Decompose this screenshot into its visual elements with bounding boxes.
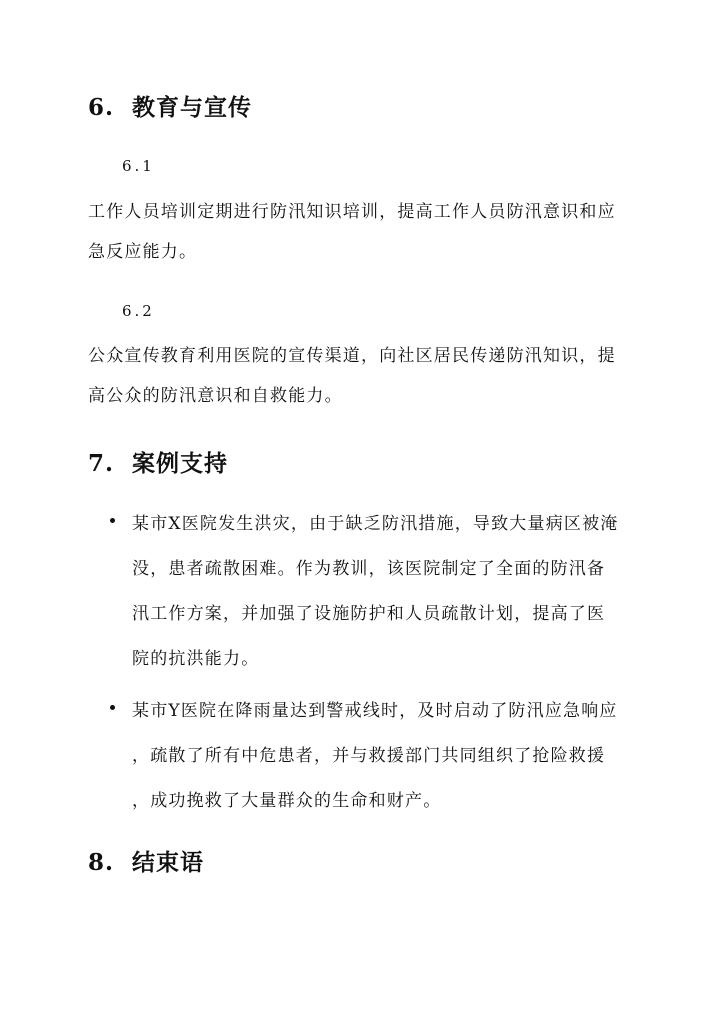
subsection-6-2-paragraph <box>88 336 648 416</box>
bullet-line: ，疏散了所有中危患者，并与救援部门共同组织了抢险救援 <box>132 746 606 766</box>
bullet-line: 院的抗洪能力。 <box>132 649 260 669</box>
bullet-line: ，成功挽救了大量群众的生命和财产。 <box>132 791 442 811</box>
paragraph-line: 公众宣传教育利用医院的宣传渠道，向社区居民传递防汛知识，提 <box>88 346 616 366</box>
subsection-6-1-paragraph <box>88 192 648 272</box>
bullet-text <box>132 689 652 824</box>
bullet-icon <box>110 705 115 710</box>
section-7-heading <box>88 445 228 478</box>
section-8-heading <box>88 844 204 877</box>
section-number: 6. <box>88 94 115 121</box>
bullet-icon <box>110 518 115 523</box>
paragraph-line: 工作人员培训定期进行防汛知识培训，提高工作人员防汛意识和应 <box>88 202 616 222</box>
section-title: 结束语 <box>132 849 205 876</box>
subsection-6-2-label: 6.2 <box>122 302 155 320</box>
bullet-line: 汛工作方案，并加强了设施防护和人员疏散计划，提高了医 <box>132 604 606 624</box>
paragraph-line: 急反应能力。 <box>88 242 198 262</box>
section-title: 案例支持 <box>132 450 229 477</box>
bullet-line: 某市Y医院在降雨量达到警戒线时，及时启动了防汛应急响应 <box>132 701 618 721</box>
paragraph-line: 高公众的防汛意识和自救能力。 <box>88 386 343 406</box>
bullet-line: 某市X医院发生洪灾，由于缺乏防汛措施，导致大量病区被淹 <box>132 514 619 534</box>
subsection-6-1-label: 6.1 <box>122 157 155 175</box>
section-title: 教育与宣传 <box>132 94 253 121</box>
section-number: 7. <box>88 450 115 477</box>
bullet-text <box>132 502 652 682</box>
section-number: 8. <box>88 849 115 876</box>
bullet-line: 没，患者疏散困难。作为教训，该医院制定了全面的防汛备 <box>132 559 606 579</box>
section-6-heading <box>88 89 252 122</box>
